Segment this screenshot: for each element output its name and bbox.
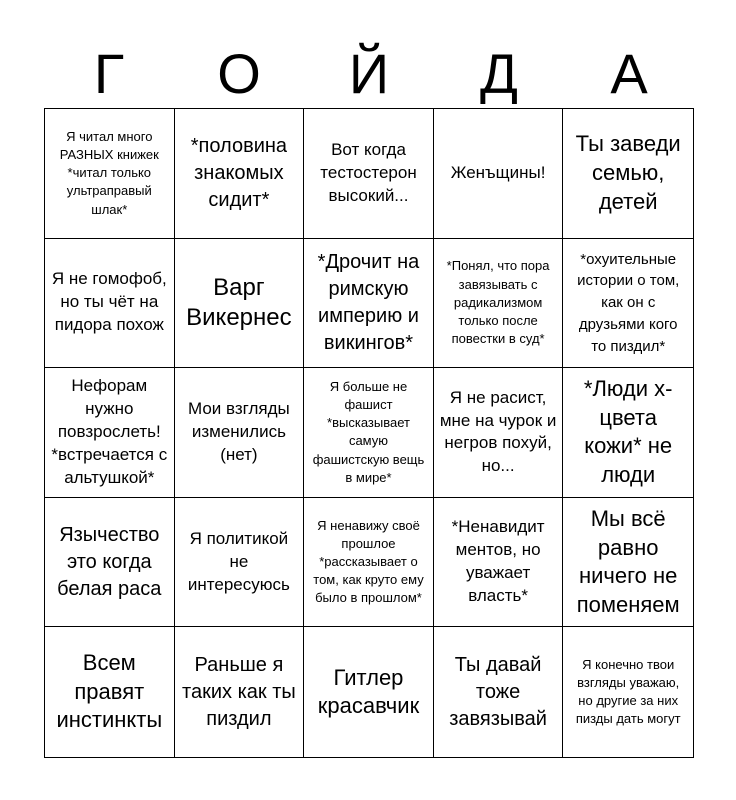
bingo-cell[interactable]: Язычество это когда белая раса xyxy=(45,498,175,628)
title-letter: Й xyxy=(348,42,390,105)
bingo-cell[interactable]: *Дрочит на римскую империю и викингов* xyxy=(304,239,434,369)
bingo-cell[interactable]: Гитлер красавчик xyxy=(304,627,434,757)
bingo-cell[interactable]: Я конечно твои взгляды уважаю, но другие за них пизды дать могут xyxy=(575,656,681,727)
bingo-cell[interactable]: Вот когда тестостерон высокий... xyxy=(304,109,434,239)
bingo-cell[interactable]: Всем правят инстинкты xyxy=(45,627,175,757)
bingo-cell[interactable]: Мои взгляды изменились (нет) xyxy=(175,368,305,498)
bingo-cell[interactable]: *Люди х-цвета кожи* не люди xyxy=(563,368,693,498)
bingo-cell[interactable]: Ты давай тоже завязывай xyxy=(434,627,564,757)
bingo-board xyxy=(44,108,694,758)
bingo-cell[interactable]: Я не расист, мне на чурок и негров похуй, но... xyxy=(434,368,564,498)
bingo-cell[interactable]: Я политикой не интересуюсь xyxy=(175,498,305,628)
bingo-cell[interactable]: Я ненавижу своё прошлое *рассказывает о том, как круто ему было в прошлом* xyxy=(304,498,434,628)
bingo-cell[interactable]: *Ненавидит ментов, но уважает власть* xyxy=(434,498,564,628)
bingo-cell[interactable]: Раньше я таких как ты пиздил xyxy=(175,627,305,757)
title-letter: Г xyxy=(93,42,125,105)
bingo-cell[interactable]: Нефорам нужно повзрослеть! *встречается с альтушкой* xyxy=(45,368,175,498)
bingo-cell[interactable]: *половина знакомых сидит* xyxy=(175,109,305,239)
bingo-cell[interactable]: Варг Викернес xyxy=(175,239,305,369)
bingo-cell[interactable]: Я больше не фашист *высказывает самую фашистскую вещь в мире* xyxy=(304,368,434,498)
bingo-cell[interactable]: Я не гомофоб, но ты чёт на пидора похож xyxy=(45,239,175,369)
bingo-cell[interactable]: Женъщины! xyxy=(434,109,564,239)
bingo-title xyxy=(44,42,694,106)
bingo-cell[interactable]: Я читал много РАЗНЫХ книжек *читал только ультраправый шлак* xyxy=(45,109,175,239)
title-letter: Д xyxy=(480,42,518,105)
bingo-cell[interactable]: *охуительные истории о том, как он с друзьями кого то пиздил* xyxy=(563,239,693,369)
bingo-cell[interactable]: Мы всё равно ничего не поменяем xyxy=(563,498,693,628)
title-letter: О xyxy=(217,42,261,105)
title-letter: А xyxy=(610,42,648,105)
bingo-cell[interactable]: Ты заведи семью, детей xyxy=(563,109,693,239)
bingo-cell[interactable]: *Понял, что пора завязывать с радикализмом только после повестки в суд* xyxy=(434,239,564,369)
